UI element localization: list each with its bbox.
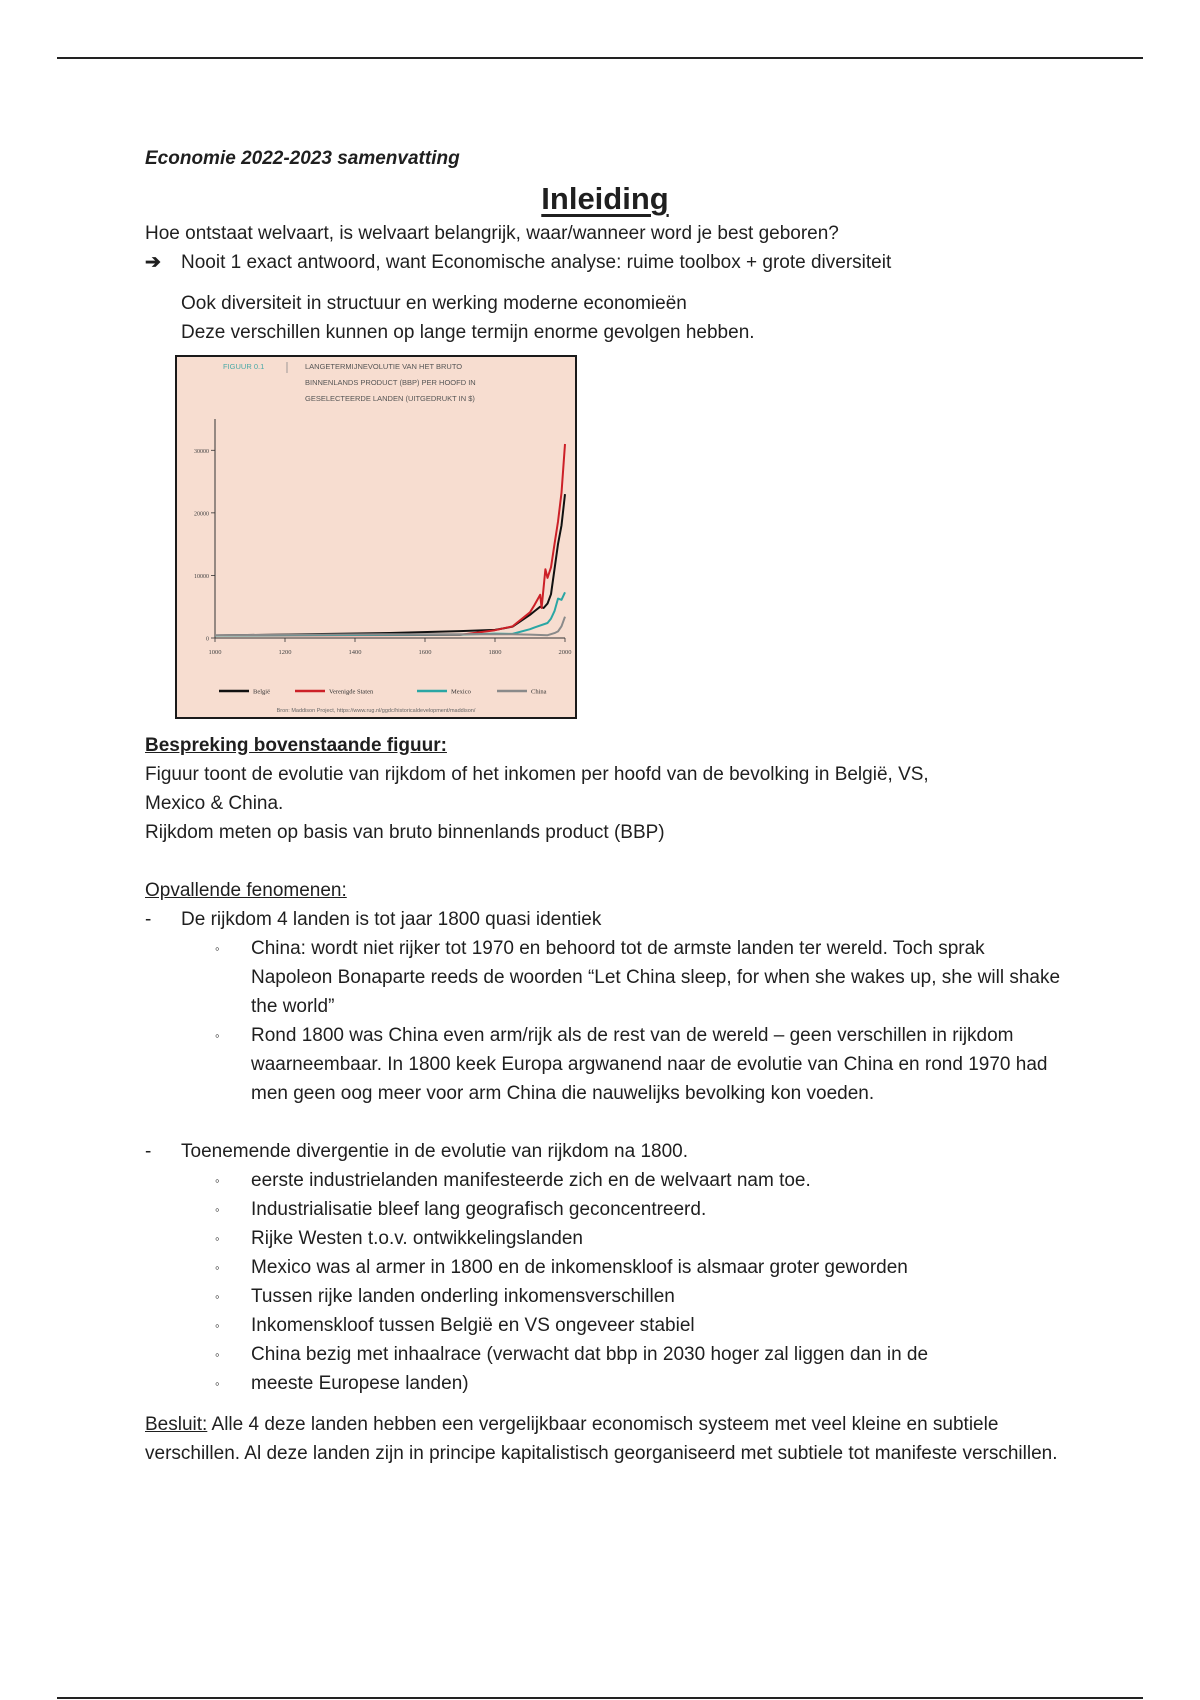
y-tick-label: 0	[206, 636, 209, 643]
sub-item-text: Rond 1800 was China even arm/rijk als de rest van de wereld – geen verschillen in rijkdom waarneembaar. In 1800 keek Europa argwanend naar de evolutie van China en rond 1970 had men geen oog meer voor arm China die nauwelijks bevolking kon voeden.	[251, 1025, 1048, 1104]
discussion-heading: Bespreking bovenstaande figuur:	[145, 735, 447, 756]
phenomena-heading: Opvallende fenomenen:	[145, 880, 347, 901]
gdp-chart	[177, 357, 575, 717]
phenomena-list	[145, 905, 1065, 934]
bullet-marker: ◦	[215, 1289, 220, 1304]
arrow-icon: ➔	[145, 252, 161, 273]
legend-label: Mexico	[451, 688, 471, 696]
bullet-marker: ◦	[215, 1376, 220, 1391]
conclusion-text: Alle 4 deze landen hebben een vergelijkbaar economisch systeem met veel kleine en subtiele verschillen. Al deze landen zijn in principe kapitalistisch georganiseerd met subtiele tot manifeste verschillen.	[145, 1414, 1058, 1464]
phenomena-item-text: De rijkdom 4 landen is tot jaar 1800 quasi identiek	[181, 909, 602, 930]
phenomena-item	[145, 905, 1065, 934]
sub-item	[215, 1340, 1065, 1369]
conclusion-label: Besluit:	[145, 1414, 208, 1435]
bullet-marker: ◦	[215, 1318, 220, 1333]
document-title: Economie 2022-2023 samenvatting	[145, 148, 460, 169]
intro-question: Hoe ontstaat welvaart, is welvaart belangrijk, waar/wanneer word je best geboren?	[145, 223, 839, 244]
arrow-line	[145, 248, 1065, 277]
dash-marker: -	[145, 1141, 152, 1162]
bullet-marker: ◦	[215, 1260, 220, 1275]
section-heading: Inleiding	[541, 181, 669, 216]
figure-label: FIGUUR 0.1	[223, 362, 265, 371]
sub-item-text: Industrialisatie bleef lang geografisch geconcentreerd.	[251, 1199, 707, 1220]
bullet-marker: ◦	[215, 941, 220, 956]
discussion-line: Mexico & China.	[145, 793, 284, 814]
sub-item	[215, 1021, 1065, 1108]
sub-item-text: Tussen rijke landen onderling inkomensverschillen	[251, 1286, 675, 1307]
x-tick-label: 1600	[418, 649, 432, 656]
phenomena-item	[145, 1137, 1065, 1166]
x-tick-label: 1200	[278, 649, 292, 656]
figure-title-line: GESELECTEERDE LANDEN (UITGEDRUKT IN $)	[305, 394, 475, 403]
sub-item	[215, 1282, 1065, 1311]
y-tick-label: 20000	[194, 511, 209, 518]
gdp-figure	[175, 355, 577, 719]
legend-label: China	[531, 688, 547, 696]
sub-item-text: China bezig met inhaalrace (verwacht dat bbp in 2030 hoger zal liggen dan in de	[251, 1344, 929, 1365]
figure-title-line: BINNENLANDS PRODUCT (BBP) PER HOOFD IN	[305, 378, 476, 387]
document-body	[145, 144, 1065, 1468]
x-tick-label: 2000	[558, 649, 572, 656]
bullet-marker: ◦	[215, 1347, 220, 1362]
sub-item-text: Inkomenskloof tussen België en VS ongeveer stabiel	[251, 1315, 695, 1336]
indented-line: Deze verschillen kunnen op lange termijn enorme gevolgen hebben.	[181, 322, 755, 343]
figure-title-line: LANGETERMIJNEVOLUTIE VAN HET BRUTO	[305, 362, 463, 371]
series-line-mexico	[215, 592, 565, 635]
x-tick-label: 1400	[348, 649, 362, 656]
footer-rule	[57, 1697, 1143, 1699]
header-rule	[57, 57, 1143, 59]
sub-item	[215, 1195, 1065, 1224]
sub-list	[145, 934, 1065, 1108]
sub-item-text: eerste industrielanden manifesteerde zich en de welvaart nam toe.	[251, 1170, 811, 1191]
y-tick-label: 30000	[194, 448, 209, 455]
legend-label: Verenigde Staten	[329, 688, 374, 696]
discussion-line: Figuur toont de evolutie van rijkdom of het inkomen per hoofd van de bevolking in België, VS,	[145, 764, 929, 785]
series-line-belgi-	[215, 494, 565, 635]
sub-item	[215, 1166, 1065, 1195]
sub-item	[215, 934, 1065, 1021]
sub-item-text: China: wordt niet rijker tot 1970 en behoord tot de armste landen ter wereld. Toch sprak Napoleon Bonaparte reeds de woorden “Let China sleep, for when she wakes up, she will shake the world”	[251, 938, 1061, 1017]
sub-item-text: Rijke Westen t.o.v. ontwikkelingslanden	[251, 1228, 583, 1249]
x-tick-label: 1800	[488, 649, 502, 656]
sub-item	[215, 1224, 1065, 1253]
sub-item	[215, 1369, 1065, 1398]
series-line-verenigde-staten	[215, 444, 565, 636]
phenomena-list	[145, 1137, 1065, 1166]
bullet-marker: ◦	[215, 1231, 220, 1246]
bullet-marker: ◦	[215, 1028, 220, 1043]
bullet-marker: ◦	[215, 1173, 220, 1188]
y-tick-label: 10000	[194, 573, 209, 580]
sub-item-text: Mexico was al armer in 1800 en de inkomenskloof is alsmaar groter geworden	[251, 1257, 908, 1278]
discussion-line: Rijkdom meten op basis van bruto binnenlands product (BBP)	[145, 822, 665, 843]
dash-marker: -	[145, 909, 152, 930]
phenomena-item-text: Toenemende divergentie in de evolutie van rijkdom na 1800.	[181, 1141, 688, 1162]
indented-line: Ook diversiteit in structuur en werking moderne economieën	[181, 293, 687, 314]
conclusion	[145, 1410, 1065, 1468]
sub-item	[215, 1311, 1065, 1340]
legend-label: België	[253, 688, 270, 696]
figure-source: Bron: Maddison Project, https://www.rug.nl/ggdc/historicaldevelopment/maddison/	[276, 708, 476, 714]
sub-list	[145, 1166, 1065, 1398]
arrow-line-text: Nooit 1 exact antwoord, want Economische analyse: ruime toolbox + grote diversiteit	[181, 252, 892, 273]
x-tick-label: 1000	[208, 649, 222, 656]
sub-item-text: meeste Europese landen)	[251, 1373, 469, 1394]
bullet-marker: ◦	[215, 1202, 220, 1217]
sub-item	[215, 1253, 1065, 1282]
